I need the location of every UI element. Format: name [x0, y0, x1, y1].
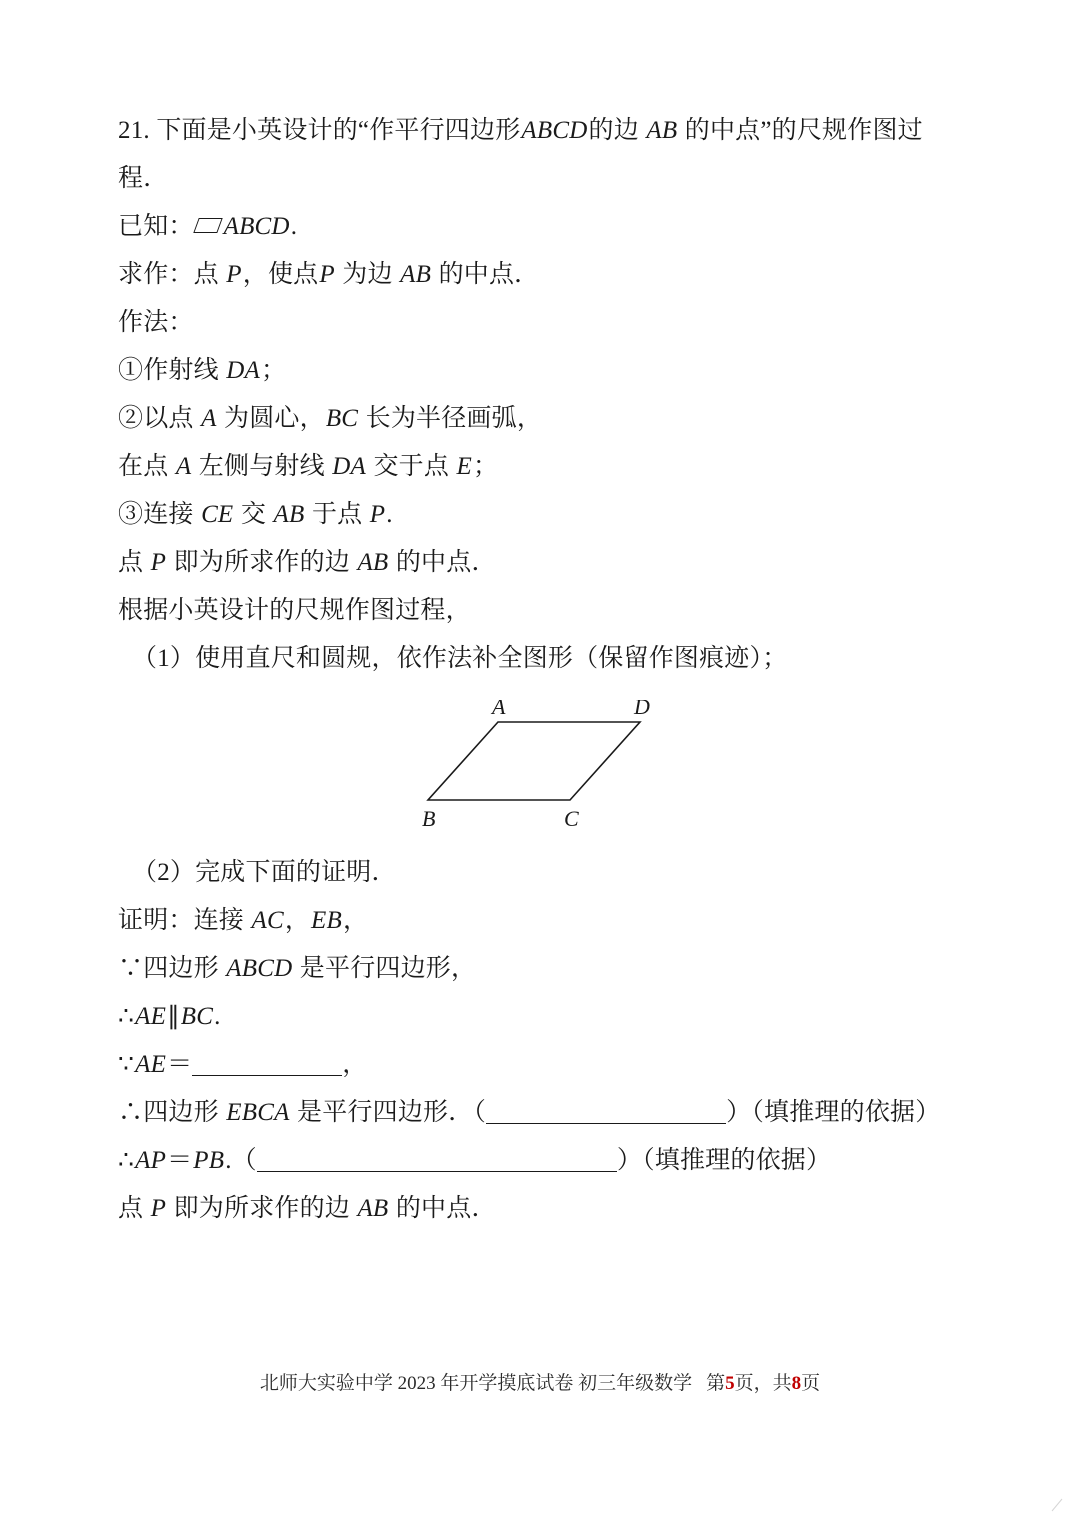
- step-1: [118, 348, 948, 394]
- figure-container: [118, 700, 948, 840]
- question-stem-continuation: 程．: [118, 165, 169, 192]
- footer-page-total: 8: [791, 1373, 802, 1394]
- label-da: DA: [226, 357, 260, 384]
- step-2b-pre: 在点: [118, 453, 169, 480]
- final-pre: 点: [118, 1195, 144, 1222]
- label-ac: AC: [251, 907, 284, 934]
- vertex-label-a: A: [492, 700, 506, 719]
- parallelogram-figure: [418, 700, 698, 835]
- footer-page-prefix: 第: [706, 1373, 726, 1394]
- goal-label: 求作：: [118, 261, 194, 288]
- final-post: 的中点．: [395, 1195, 497, 1222]
- step-3-end: .: [386, 501, 393, 528]
- label-ab: AB: [646, 117, 678, 144]
- proof-l5-post: ）（填推理的依据）: [616, 1147, 832, 1174]
- step-2-post: 长为半径画弧，: [365, 405, 543, 432]
- proof-l5-mid: .（: [225, 1147, 257, 1174]
- given-period: .: [290, 213, 298, 240]
- step-2-mid: 为圆心，: [224, 405, 325, 432]
- label-abcd-2: ABCD: [226, 955, 293, 982]
- label-ab-2: AB: [400, 261, 432, 288]
- step-2b-mid: 左侧与射线: [198, 453, 325, 480]
- proof-line-2: [118, 994, 948, 1040]
- step-2: [118, 396, 948, 442]
- proof-l5-pre: ∴: [118, 1147, 135, 1174]
- proof-line-3: [118, 1042, 948, 1088]
- step-2b-mid-2: 交于点: [373, 453, 450, 480]
- final-mid: 即为所求作的边: [173, 1195, 350, 1222]
- proof-comma: ，: [284, 907, 311, 934]
- parallelogram-icon: [193, 218, 222, 233]
- question-content: [118, 108, 948, 1234]
- step-2b-post: ；: [473, 453, 499, 480]
- question-stem: [118, 108, 948, 154]
- basis-line: 根据小英设计的尺规作图过程，: [118, 597, 471, 624]
- proof-end: ，: [342, 907, 369, 934]
- label-pb: PB: [193, 1147, 225, 1174]
- conclusion-post: 的中点．: [395, 549, 497, 576]
- label-p: P: [226, 261, 242, 288]
- proof-l2-pre: ∴: [118, 1003, 135, 1030]
- label-ae: AE: [135, 1003, 167, 1030]
- parallelogram-svg: [418, 700, 698, 830]
- vertex-label-b: B: [422, 806, 436, 830]
- page-footer: [0, 1368, 1080, 1395]
- footer-page-current: 5: [725, 1373, 735, 1394]
- final-conclusion: [118, 1186, 948, 1232]
- parallel-symbol: ∥: [167, 1003, 180, 1030]
- method-label: 作法：: [118, 309, 194, 336]
- question-stem-text-1: 下面是小英设计的“作平行四边形: [156, 117, 521, 144]
- label-ap: AP: [135, 1147, 167, 1174]
- step-3-post: 于点: [311, 501, 363, 528]
- proof-line-4: [118, 1090, 948, 1136]
- label-da-2: DA: [332, 453, 366, 480]
- label-a: A: [201, 405, 217, 432]
- label-p-2: P: [319, 261, 335, 288]
- label-bc-2: BC: [180, 1003, 214, 1030]
- proof-l4-mid: 是平行四边形．（: [297, 1099, 487, 1126]
- goal-text-4: 的中点．: [438, 261, 540, 288]
- given-value: ABCD: [223, 213, 290, 240]
- sub-question-2: （2）完成下面的证明．: [132, 859, 397, 886]
- label-ebca: EBCA: [226, 1099, 290, 1126]
- label-eb: EB: [311, 907, 342, 934]
- proof-line-5: [118, 1138, 948, 1184]
- question-stem-text-3: 的中点”的尺规作图过: [684, 117, 923, 144]
- vertex-label-c: C: [564, 806, 579, 830]
- proof-line-1: [118, 946, 948, 992]
- label-ab-3: AB: [273, 501, 305, 528]
- label-p-4: P: [150, 549, 167, 576]
- proof-l4-pre: ∴四边形: [118, 1099, 219, 1126]
- label-a-2: A: [175, 453, 192, 480]
- conclusion-line: [118, 540, 948, 586]
- proof-l5-eq: ＝: [167, 1147, 193, 1174]
- label-ce: CE: [201, 501, 234, 528]
- proof-label: 证明：连接: [118, 907, 245, 934]
- label-p-5: P: [150, 1195, 167, 1222]
- step-2-continuation: [118, 444, 948, 490]
- step-1-post: ；: [261, 357, 287, 384]
- proof-l2-end: .: [214, 1003, 221, 1030]
- question-stem-text-2: 的边: [588, 117, 639, 144]
- footer-page-suffix: 页: [801, 1373, 821, 1394]
- answer-blank-3[interactable]: [257, 1171, 617, 1172]
- step-2-pre: ②以点: [118, 405, 194, 432]
- parallelogram-shape: [428, 722, 640, 800]
- conclusion-mid: 即为所求作的边: [173, 549, 350, 576]
- goal-text-1: 点: [193, 261, 219, 288]
- proof-l3-pre: ∵: [118, 1051, 135, 1078]
- conclusion-pre: 点: [118, 549, 144, 576]
- label-p-3: P: [369, 501, 386, 528]
- step-3-mid: 交: [240, 501, 267, 528]
- proof-l3-post: ，: [342, 1051, 368, 1078]
- step-3: [118, 492, 948, 538]
- answer-blank-1[interactable]: [192, 1075, 342, 1076]
- step-1-pre: ①作射线: [118, 357, 219, 384]
- answer-blank-2[interactable]: [486, 1123, 726, 1124]
- given-line: [118, 204, 948, 250]
- footer-page-mid: 页，共: [734, 1373, 792, 1394]
- given-label: 已知：: [118, 213, 194, 240]
- page-corner-mark-icon: [1050, 1497, 1066, 1513]
- label-abcd: ABCD: [521, 117, 588, 144]
- vertex-label-d: D: [634, 700, 650, 719]
- label-ab-4: AB: [357, 549, 389, 576]
- goal-text-2: ，使点: [242, 261, 319, 288]
- proof-intro: [118, 898, 948, 944]
- proof-l4-post: ）（填推理的依据）: [726, 1099, 941, 1126]
- goal-text-3: 为边: [342, 261, 393, 288]
- label-ae-2: AE: [135, 1051, 167, 1078]
- label-e: E: [456, 453, 472, 480]
- proof-l1-pre: ∵四边形: [118, 955, 219, 982]
- step-3-pre: ③连接: [118, 501, 194, 528]
- proof-l3-eq: ＝: [167, 1051, 193, 1078]
- proof-l1-post: 是平行四边形，: [299, 955, 477, 982]
- goal-line: [118, 252, 948, 298]
- footer-exam-title: 北师大实验中学 2023 年开学摸底试卷 初三年级数学: [259, 1373, 693, 1394]
- question-number: 21.: [118, 117, 150, 144]
- label-ab-5: AB: [357, 1195, 389, 1222]
- label-bc: BC: [325, 405, 359, 432]
- sub-question-1: （1）使用直尺和圆规，依作法补全图形（保留作图痕迹）；: [132, 645, 788, 672]
